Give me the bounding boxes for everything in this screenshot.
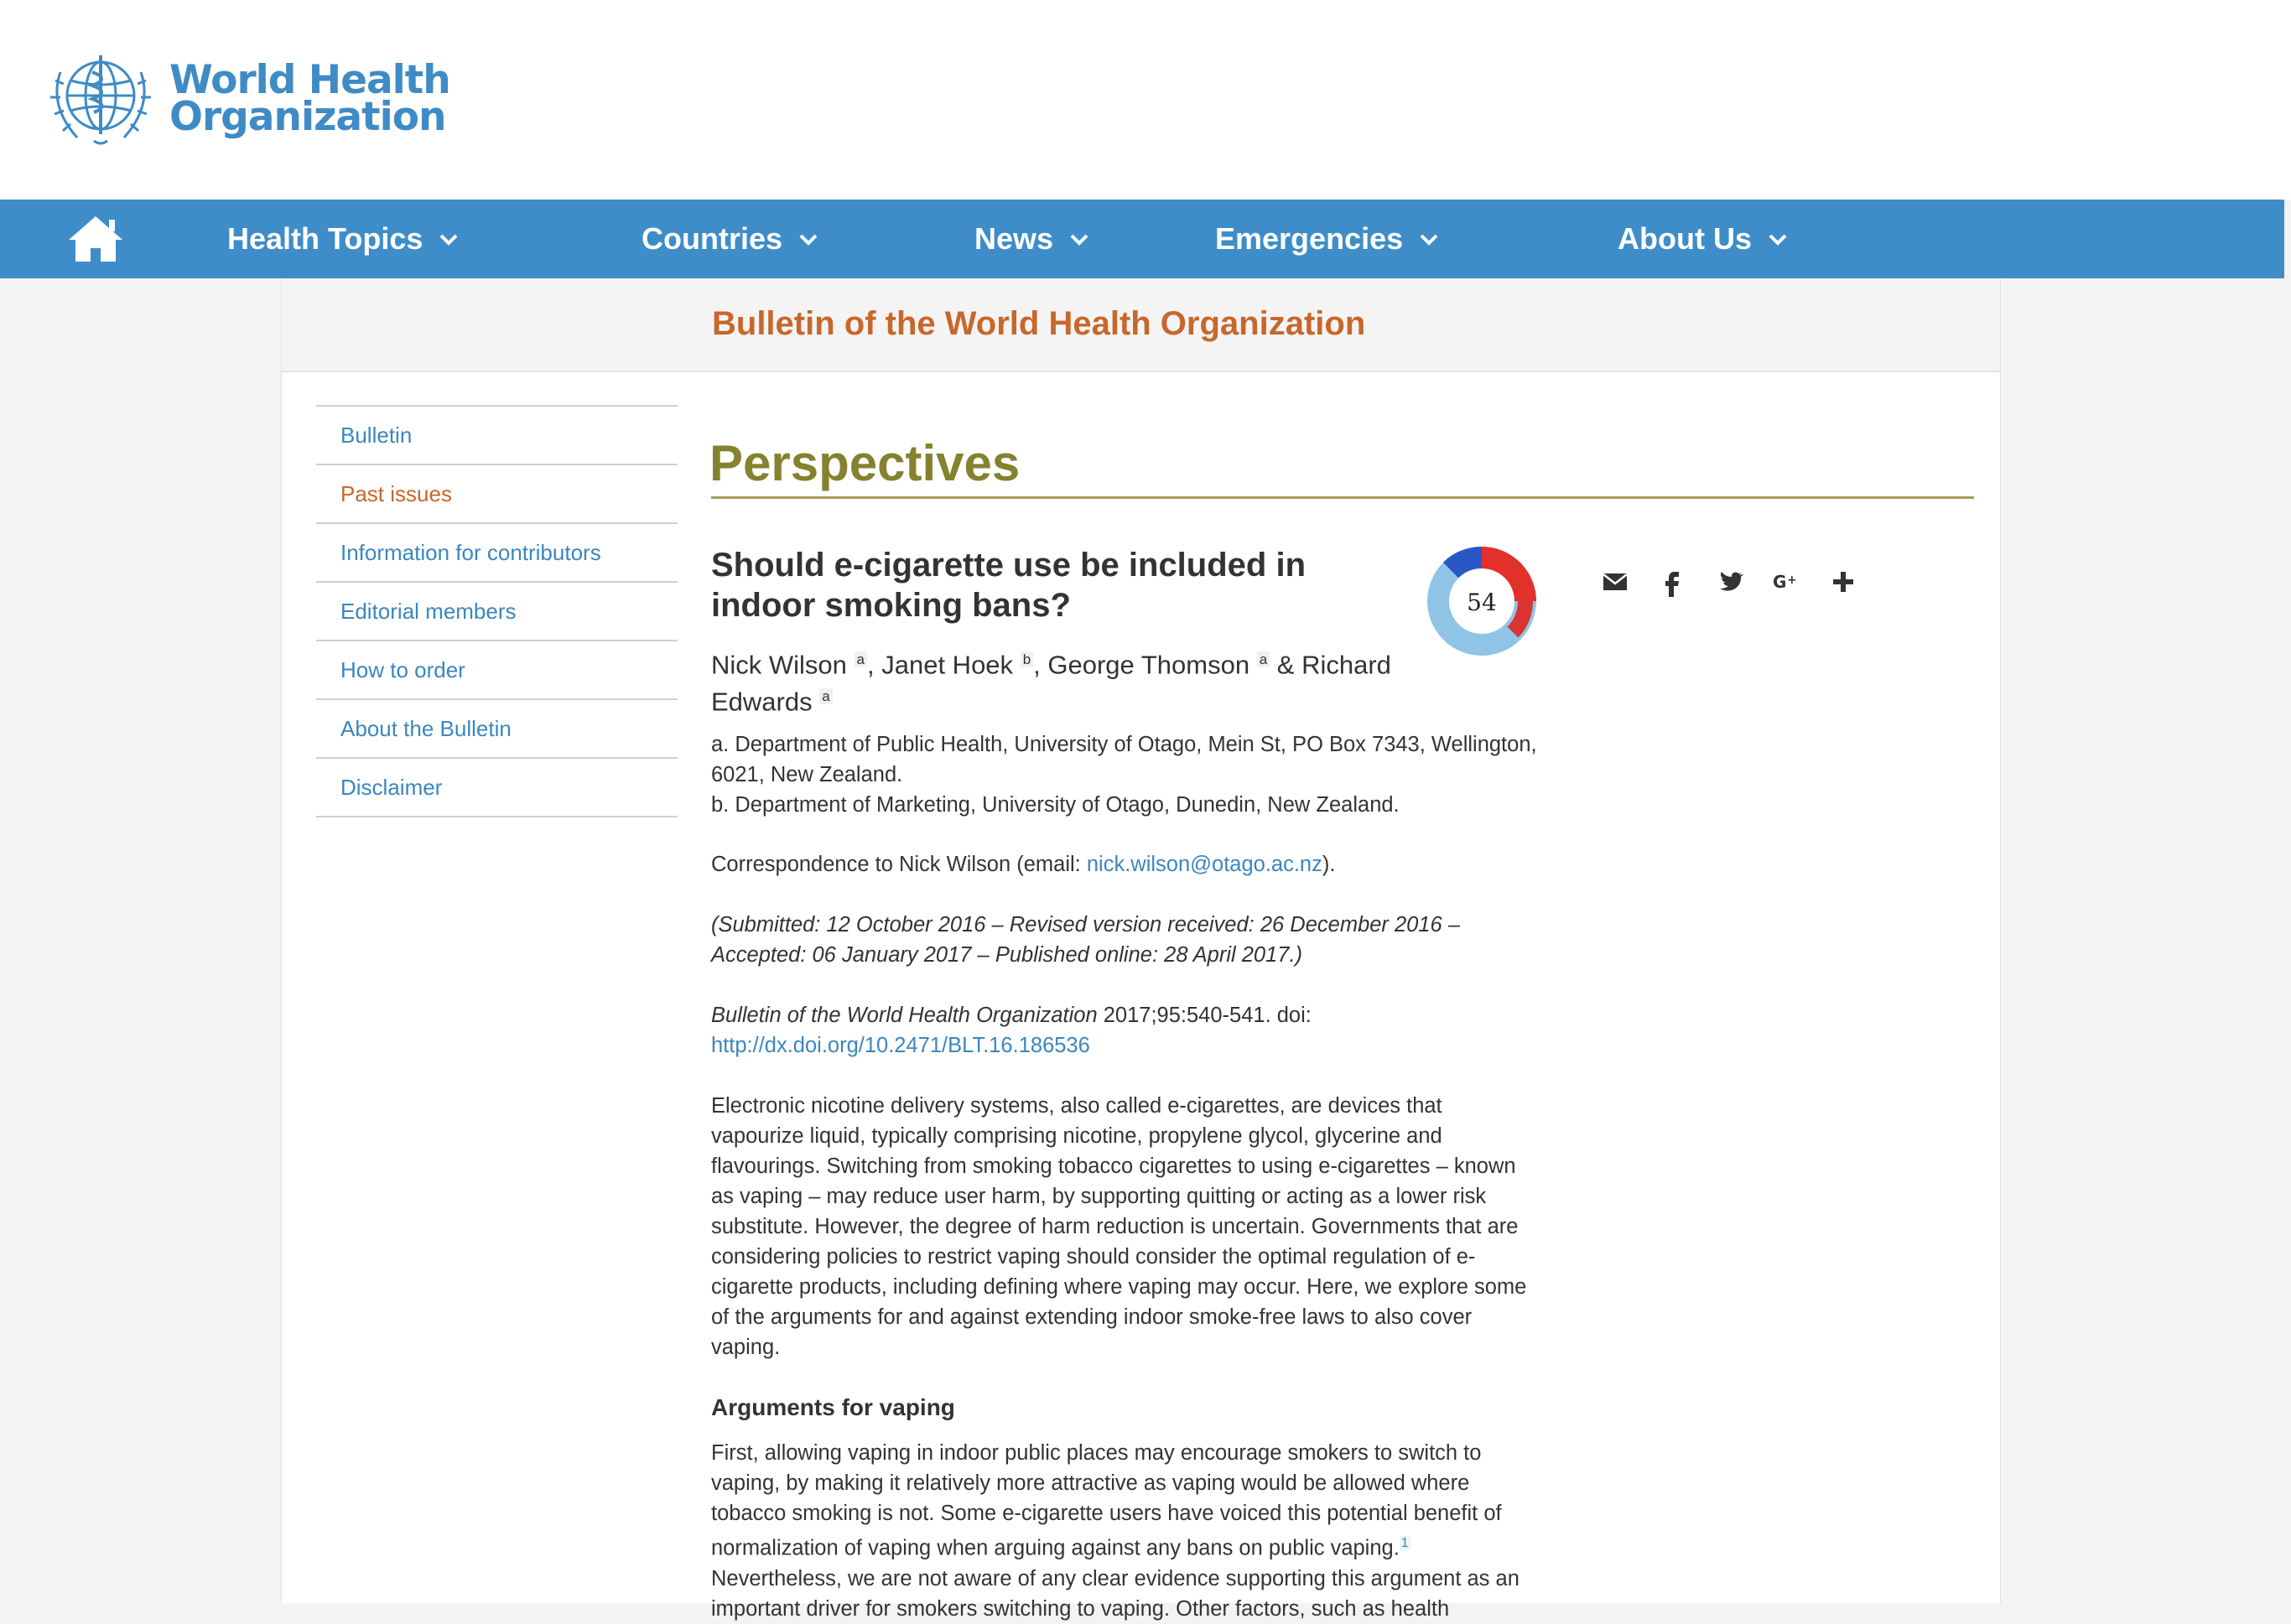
sidebar-item-information-for-contributors[interactable]: Information for contributors (316, 524, 678, 583)
sidebar-item-bulletin[interactable]: Bulletin (316, 407, 678, 465)
bulletin-sidebar (316, 405, 678, 817)
who-logo[interactable] (44, 47, 450, 151)
affiliation-b: b. Department of Marketing, University of Otago, Dunedin, New Zealand. (711, 793, 1400, 817)
chevron-down-icon (1418, 228, 1440, 250)
logo-line-1: World Health (169, 57, 450, 103)
logo-line-2: Organization (169, 94, 446, 140)
author-name[interactable]: Nick Wilson (711, 650, 847, 680)
svg-text:G: G (1773, 572, 1787, 592)
paragraph-arguments (711, 1438, 1537, 1624)
author-separator: & (1270, 650, 1302, 680)
affiliation-a: a. Department of Public Health, University of Otago, Mein St, PO Box 7343, Wellington, 6021, New Zealand. (711, 733, 1537, 786)
reference-link[interactable]: 1 (1400, 1536, 1409, 1550)
who-emblem-icon (44, 47, 158, 151)
nav-emergencies[interactable] (1215, 200, 1440, 278)
authors (711, 644, 1432, 719)
author-affiliation[interactable]: b (1021, 651, 1033, 667)
nav-about-us[interactable] (1618, 200, 1789, 278)
nav-label: About Us (1618, 221, 1752, 256)
nav-label: Countries (642, 221, 783, 256)
citation (711, 1000, 1537, 1061)
svg-text:+: + (1787, 573, 1797, 587)
home-icon[interactable] (67, 215, 124, 263)
citation-journal: Bulletin of the World Health Organization (711, 1004, 1098, 1027)
author-affiliation[interactable]: a (1257, 651, 1270, 667)
nav-label: News (974, 221, 1054, 256)
nav-label: Health Topics (227, 221, 423, 256)
sidebar-item-about-the-bulletin[interactable]: About the Bulletin (316, 700, 678, 759)
sidebar-item-how-to-order[interactable]: How to order (316, 641, 678, 700)
correspondence-suffix: ). (1322, 853, 1336, 876)
correspondence (711, 849, 1537, 879)
main-nav (0, 200, 2284, 278)
sidebar-item-editorial-members[interactable]: Editorial members (316, 583, 678, 641)
chevron-down-icon (797, 228, 819, 250)
facebook-icon[interactable] (1657, 567, 1687, 597)
author-name[interactable]: Janet Hoek (881, 650, 1014, 680)
nav-countries[interactable] (642, 200, 819, 278)
logo-text (169, 57, 450, 140)
bulletin-header (282, 278, 2000, 372)
intro-paragraph: Electronic nicotine delivery systems, also called e-cigarettes, are devices that vapourize liquid, typically comprising nicotine, propylene glycol, glycerine and flavourings. Switching from smoking tobacco cigarettes to using e-cigarettes – known as vaping – may reduce user harm, by supporting quitting or acting as a lower risk substitute. However, the degree of harm reduction is uncertain. Governments that are considering policies to restrict vaping should consider the optimal regulation of e-cigarette products, including defining where vaping may occur. Here, we explore some of the arguments for and against extending indoor smoke-free laws to also cover vaping. (711, 1094, 1527, 1359)
author-name[interactable]: George Thomson (1047, 650, 1250, 680)
subheading-arguments-for-vaping: Arguments for vaping (711, 1394, 955, 1420)
twitter-icon[interactable] (1715, 567, 1745, 597)
nav-health-topics[interactable] (227, 200, 460, 278)
altmetric-badge-icon[interactable] (1426, 545, 1538, 657)
doi-link[interactable]: http://dx.doi.org/10.2471/BLT.16.186536 (711, 1034, 1090, 1057)
affiliations (711, 729, 1537, 820)
chevron-down-icon (1068, 228, 1090, 250)
author-affiliation[interactable]: a (819, 688, 832, 704)
author-separator: , (1033, 650, 1048, 680)
article-title: Should e-cigarette use be included in indoor smoking bans? (711, 547, 1307, 624)
correspondence-email-link[interactable]: nick.wilson@otago.ac.nz (1086, 853, 1322, 876)
section-title: Perspectives (709, 435, 1021, 491)
plus-icon[interactable] (1828, 567, 1858, 597)
site-header (0, 0, 2291, 200)
author-affiliation[interactable]: a (855, 651, 867, 667)
author-separator: , (867, 650, 882, 680)
author-name[interactable]: Richard Edwards (711, 650, 1391, 717)
section-divider (711, 496, 1974, 499)
google-plus-icon[interactable] (1771, 567, 1801, 597)
bulletin-title[interactable]: Bulletin of the World Health Organization (712, 305, 1366, 342)
paragraph-text-continued: Nevertheless, we are not aware of any clear evidence supporting this argument as an important driver for smokers switching to vaping. Other factors, such as health (711, 1566, 1520, 1621)
nav-label: Emergencies (1215, 221, 1404, 256)
chevron-down-icon (438, 228, 460, 250)
nav-news[interactable] (974, 200, 1090, 278)
sidebar-item-past-issues[interactable]: Past issues (316, 465, 678, 524)
email-icon[interactable] (1600, 567, 1630, 597)
publication-dates: (Submitted: 12 October 2016 – Revised version received: 26 December 2016 – Accepted: 06 January 2017 – Published online: 28 April 2017.) (711, 913, 1460, 967)
correspondence-prefix: Correspondence to Nick Wilson (email: (711, 853, 1087, 876)
chevron-down-icon (1767, 228, 1789, 250)
citation-details: 2017;95:540-541. doi: (1097, 1004, 1312, 1027)
sidebar-item-disclaimer[interactable]: Disclaimer (316, 759, 678, 817)
paragraph-text: First, allowing vaping in indoor public places may encourage smokers to switch to vaping, by making it relatively more attractive as vaping would be allowed where tobacco smoking is not. Some e-cigarette users have voiced this potential benefit of normalization of vaping when arguing against any bans on public vaping. (711, 1441, 1502, 1560)
altmetric-score: 54 (1467, 589, 1497, 616)
